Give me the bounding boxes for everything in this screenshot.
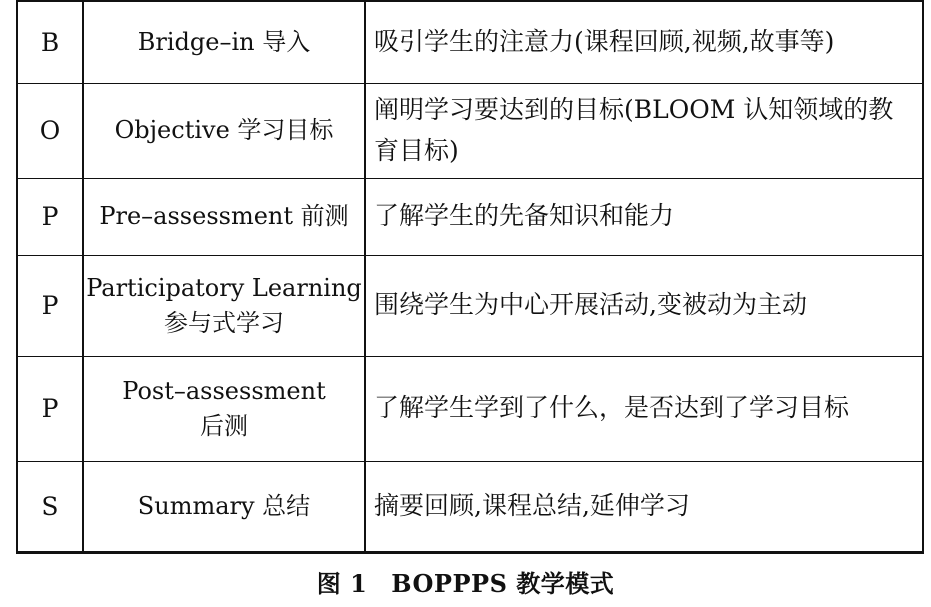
figure-number: 图 1 [316, 569, 368, 598]
stage-name-line: Pre–assessment 前测 [99, 202, 349, 231]
stage-name [83, 83, 365, 178]
table-row [17, 83, 923, 178]
stage-name-line: Summary 总结 [137, 491, 311, 520]
stage-name-line: 参与式学习 [164, 308, 284, 337]
stage-name-line: Post–assessment [122, 376, 326, 405]
stage-letter: S [17, 461, 83, 552]
stage-name-line: Objective 学习目标 [114, 116, 334, 145]
stage-description: 了解学生的先备知识和能力 [365, 178, 923, 255]
stage-name-line: 后测 [200, 411, 248, 440]
stage-name [83, 255, 365, 356]
table-row [17, 461, 923, 552]
bopps-table [16, 0, 924, 554]
stage-name-line: Bridge–in 导入 [137, 27, 311, 56]
stage-letter: B [17, 1, 83, 83]
stage-name [83, 461, 365, 552]
figure-title: BOPPPS 教学模式 [391, 569, 615, 598]
stage-letter: P [17, 356, 83, 461]
table-row [17, 178, 923, 255]
table-row [17, 1, 923, 83]
stage-description: 阐明学习要达到的目标(BLOOM 认知领域的教育目标) [365, 83, 923, 178]
bopps-table-container [16, 0, 924, 554]
stage-description: 吸引学生的注意力(课程回顾,视频,故事等) [365, 1, 923, 83]
table-row [17, 255, 923, 356]
stage-name [83, 1, 365, 83]
stage-name-line: Participatory Learning [86, 273, 362, 302]
stage-letter: P [17, 255, 83, 356]
stage-letter: O [17, 83, 83, 178]
table-row [17, 356, 923, 461]
stage-name [83, 356, 365, 461]
stage-description: 摘要回顾,课程总结,延伸学习 [365, 461, 923, 552]
stage-description: 了解学生学到了什么，是否达到了学习目标 [365, 356, 923, 461]
stage-name [83, 178, 365, 255]
stage-letter: P [17, 178, 83, 255]
stage-description: 围绕学生为中心开展活动,变被动为主动 [365, 255, 923, 356]
figure-caption [0, 564, 931, 599]
